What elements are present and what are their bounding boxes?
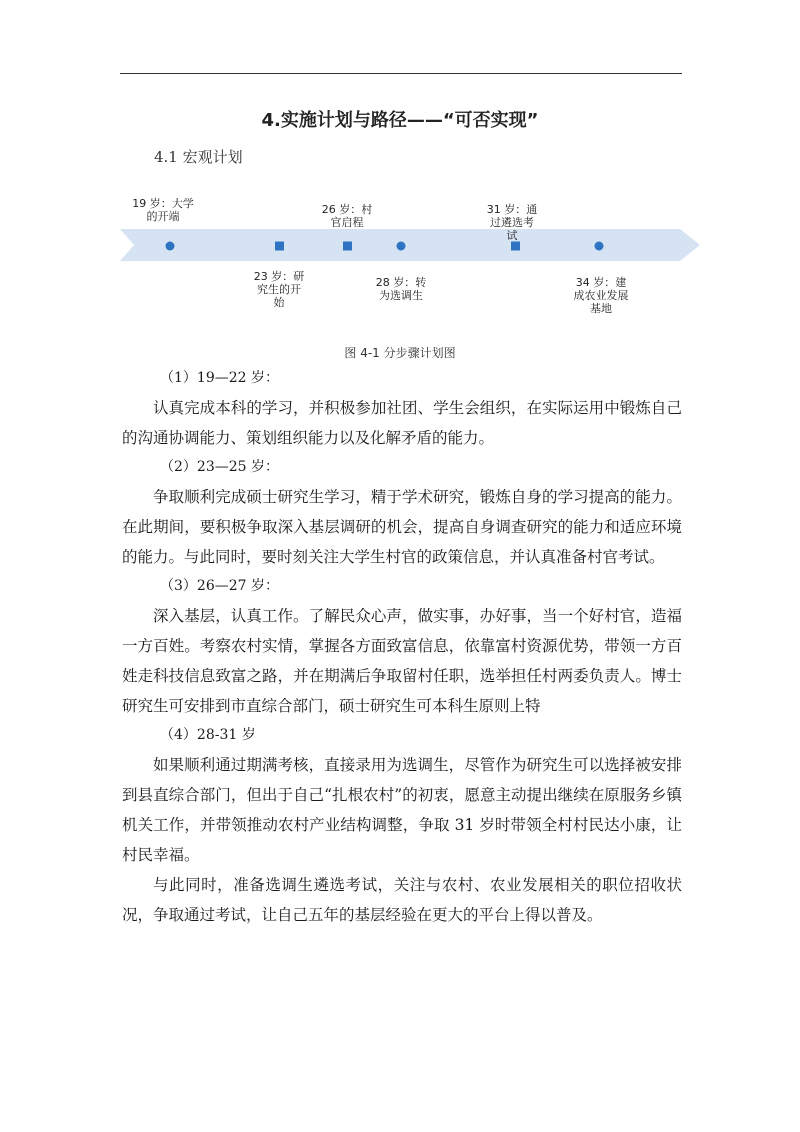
paragraph-1: 认真完成本科的学习，并积极参加社团、学生会组织，在实际运用中锻炼自己的沟通协调能力、策划组织能力以及化解矛盾的能力。: [122, 399, 682, 447]
paragraph-5: 与此同时，准备选调生遴选考试，关注与农村、农业发展相关的职位招收状况，争取通过考试，让自己五年的基层经验在更大的平台上得以普及。: [122, 876, 682, 924]
timeline-label-26: 26 岁：村 官启程: [321, 203, 373, 229]
subsection-title: 4.1 宏观计划: [154, 148, 243, 166]
figure-caption: 图 4-1 分步骤计划图: [344, 346, 456, 360]
paragraph-heading-2: （2）23—25 岁：: [160, 459, 279, 475]
timeline-arrow: [120, 229, 700, 261]
paragraph-heading-3: （3）26—27 岁：: [160, 578, 279, 594]
timeline-label-19: 19 岁：大学 的开端: [132, 197, 194, 223]
timeline-marker-26: [343, 242, 352, 251]
paragraph-2: 争取顺利完成硕士研究生学习，精于学术研究，锻炼自身的学习提高的能力。在此期间，要积极争取深入基层调研的机会，提高自身调查研究的能力和适应环境的能力。与此同时，要时刻关注大学生村官的政策信息，并认真准备村官考试。: [122, 488, 682, 566]
timeline-label-34: 34 岁：建 成农业发展 基地: [573, 276, 629, 315]
timeline-marker-23: [275, 242, 284, 251]
header-rule: [120, 73, 682, 74]
section-title: 4.实施计划与路径——“可否实现”: [261, 110, 539, 131]
timeline-marker-28: [397, 242, 406, 251]
timeline-marker-31: [511, 242, 520, 251]
timeline-marker-19: [166, 242, 175, 251]
timeline-marker-34: [595, 242, 604, 251]
paragraph-heading-1: （1）19—22 岁：: [160, 370, 279, 386]
timeline-label-28: 28 岁：转 为选调生: [375, 276, 427, 302]
paragraph-4: 如果顺利通过期满考核，直接录用为选调生，尽管作为研究生可以选择被安排到县直综合部门，但出于自己“扎根农村”的初衷，愿意主动提出继续在原服务乡镇机关工作，并带领推动农村产业结构调整，争取 31 岁时带领全村村民达小康，让村民幸福。: [122, 756, 682, 864]
paragraph-3: 深入基层，认真工作。了解民众心声，做实事，办好事，当一个好村官，造福一方百姓。考察农村实情，掌握各方面致富信息，依靠富村资源优势，带领一方百姓走科技信息致富之路，并在期满后争取留村任职，选举担任村两委负责人。博士研究生可安排到市直综合部门，硕士研究生可本科生原则上特: [122, 607, 682, 715]
timeline-label-31: 31 岁：通 过遴选考 试: [486, 203, 538, 242]
timeline-diagram: [118, 185, 700, 325]
timeline-label-23: 23 岁：研 究生的开 始: [253, 270, 305, 309]
paragraph-heading-4: （4）28-31 岁: [160, 727, 256, 743]
body-text: [122, 364, 682, 930]
